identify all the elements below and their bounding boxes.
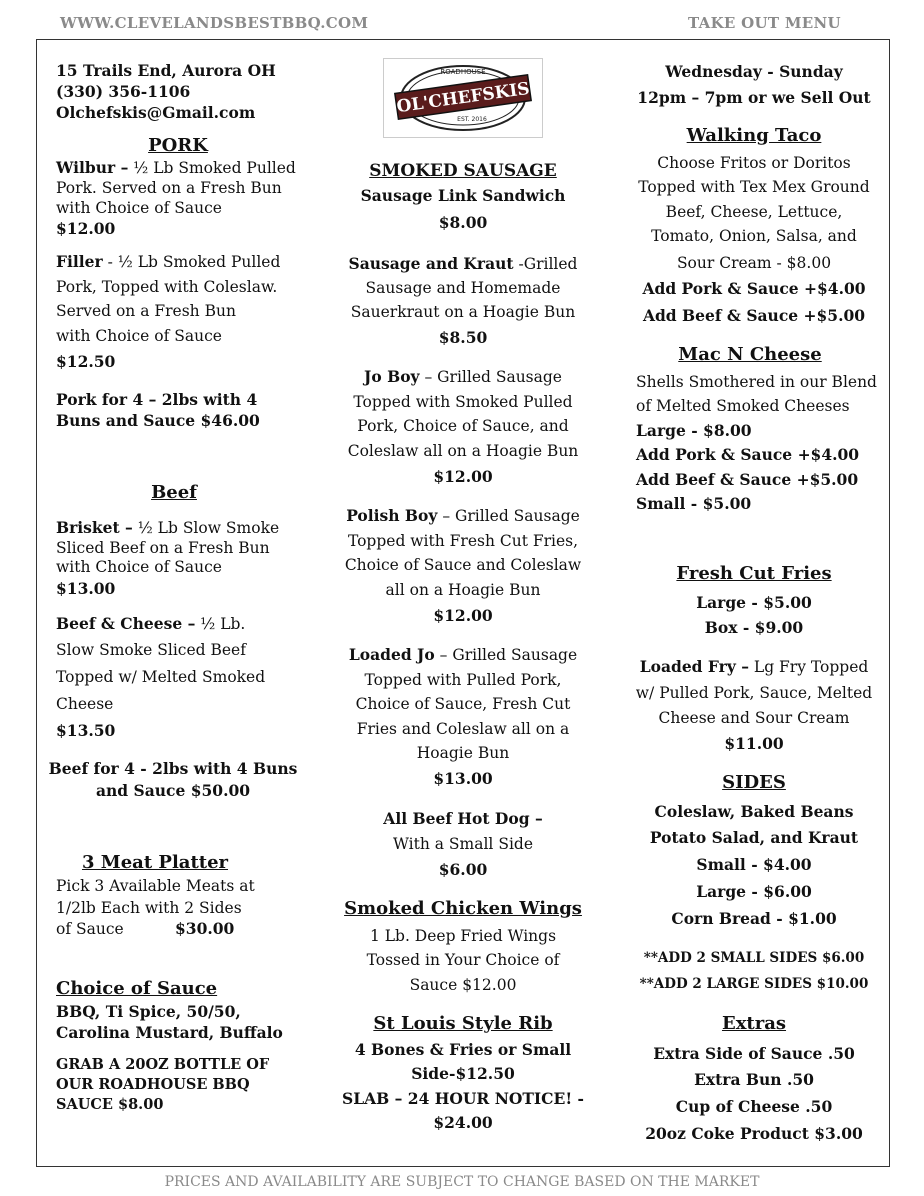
beef-cheese-line-1 — [56, 614, 245, 634]
sides-heading: SIDES — [722, 772, 786, 793]
menu-type: TAKE OUT MENU — [688, 14, 841, 32]
joboy-line-1 — [364, 367, 562, 387]
joboy-desc-4: Coleslaw all on a Hoagie Bun — [347, 442, 579, 460]
loaded-jo-desc-4: Fries and Coleslaw all on a — [356, 720, 570, 738]
taco-desc-1: Choose Fritos or Doritos — [657, 154, 851, 172]
wilbur-desc-3: with Choice of Sauce — [56, 199, 222, 217]
hotdog-price: $6.00 — [438, 860, 488, 879]
brand-logo — [383, 58, 543, 138]
mac-large: Large - $8.00 — [636, 421, 752, 440]
loaded-jo-line-1 — [349, 645, 577, 665]
sausage-heading: SMOKED SAUSAGE — [369, 161, 557, 181]
joboy-desc-3: Pork, Choice of Sauce, and — [357, 417, 569, 435]
fries-heading: Fresh Cut Fries — [676, 563, 832, 584]
brisket-price: $13.00 — [56, 579, 116, 598]
address: 15 Trails End, Aurora OH — [56, 61, 276, 80]
platter-desc-1: Pick 3 Available Meats at — [56, 877, 255, 895]
logo-est-text: EST. 2016 — [457, 116, 487, 123]
loaded-fry-desc-2: w/ Pulled Pork, Sauce, Melted — [635, 684, 873, 702]
logo-top-text: ROADHOUSE — [440, 68, 486, 76]
wings-desc-3: Sauce $12.00 — [409, 976, 517, 994]
taco-desc-5: Sour Cream - $8.00 — [676, 254, 832, 272]
extras-bun: Extra Bun .50 — [694, 1070, 814, 1089]
brisket-desc-1: ½ Lb Slow Smoke — [132, 519, 280, 537]
rib-heading: St Louis Style Rib — [373, 1013, 553, 1034]
beef-cheese-desc-3: Topped w/ Melted Smoked — [56, 668, 266, 686]
wings-desc-2: Tossed in Your Choice of — [366, 951, 560, 969]
filler-desc-1: - ½ Lb Smoked Pulled — [102, 253, 281, 271]
loaded-jo-desc-2: Topped with Pulled Pork, — [364, 671, 562, 689]
filler-desc-2: Pork, Topped with Coleslaw. — [56, 278, 278, 296]
hotdog-desc: With a Small Side — [393, 835, 533, 853]
sides-large: Large - $6.00 — [696, 882, 812, 901]
filler-name: Filler — [56, 252, 103, 271]
bottle-line-2: OUR ROADHOUSE BBQ — [56, 1076, 250, 1093]
taco-desc-3: Beef, Cheese, Lettuce, — [665, 203, 843, 221]
loaded-jo-desc-3: Choice of Sauce, Fresh Cut — [355, 695, 571, 713]
loaded-fry-price: $11.00 — [724, 734, 784, 753]
fries-box: Box - $9.00 — [704, 618, 804, 637]
kraut-name: Sausage and Kraut — [348, 254, 514, 273]
platter-heading: 3 Meat Platter — [81, 852, 229, 873]
beef-cheese-price: $13.50 — [56, 721, 116, 740]
add-small-sides: **ADD 2 SMALL SIDES $6.00 — [643, 950, 865, 966]
platter-desc-2: 1/2lb Each with 2 Sides — [56, 899, 242, 917]
mac-desc-2: of Melted Smoked Cheeses — [636, 397, 850, 415]
brisket-name: Brisket – — [56, 518, 133, 537]
beef-cheese-desc-1: ½ Lb. — [195, 615, 246, 633]
sides-list-1: Coleslaw, Baked Beans — [654, 802, 854, 821]
sauce-list-2: Carolina Mustard, Buffalo — [56, 1023, 283, 1042]
logo-brand-text: OL'CHEFSKIS — [395, 78, 531, 118]
platter-desc-3: of Sauce — [56, 920, 124, 938]
polish-name: Polish Boy — [346, 506, 438, 525]
kraut-desc-1: -Grilled — [513, 255, 578, 273]
sausage-link-price: $8.00 — [438, 213, 488, 232]
mac-add-pork: Add Pork & Sauce +$4.00 — [636, 445, 860, 464]
wilbur-desc-2: Pork. Served on a Fresh Bun — [56, 179, 282, 197]
pork-for-4-line-2: Buns and Sauce $46.00 — [56, 411, 260, 430]
joboy-desc-2: Topped with Smoked Pulled — [353, 393, 573, 411]
rib-slab: SLAB – 24 HOUR NOTICE! - — [342, 1089, 584, 1108]
rib-slab-price: $24.00 — [433, 1113, 493, 1132]
loaded-jo-desc-5: Hoagie Bun — [416, 744, 510, 762]
mac-small: Small - $5.00 — [636, 494, 752, 513]
footer-disclaimer: PRICES AND AVAILABILITY ARE SUBJECT TO CHANGE BASED ON THE MARKET — [164, 1174, 760, 1190]
kraut-desc-2: Sausage and Homemade — [365, 279, 561, 297]
mac-add-beef: Add Beef & Sauce +$5.00 — [636, 470, 859, 489]
fries-large: Large - $5.00 — [696, 593, 812, 612]
sides-list-2: Potato Salad, and Kraut — [649, 828, 859, 847]
loaded-fry-desc-3: Cheese and Sour Cream — [658, 709, 850, 727]
email: Olchefskis@Gmail.com — [56, 103, 256, 122]
beef-cheese-desc-4: Cheese — [56, 695, 114, 713]
website-url: WWW.CLEVELANDSBESTBBQ.COM — [60, 14, 369, 32]
phone: (330) 356-1106 — [56, 82, 191, 101]
taco-add-beef: Add Beef & Sauce +$5.00 — [642, 306, 866, 325]
filler-desc-4: with Choice of Sauce — [56, 327, 222, 345]
bottle-line-1: GRAB A 20OZ BOTTLE OF — [56, 1056, 270, 1073]
mac-desc-1: Shells Smothered in our Blend — [636, 373, 877, 391]
mac-heading: Mac N Cheese — [678, 344, 822, 365]
extras-cheese: Cup of Cheese .50 — [675, 1097, 833, 1116]
brisket-line-1 — [56, 518, 279, 538]
rib-desc-2: Side-$12.50 — [411, 1064, 515, 1083]
taco-desc-4: Tomato, Onion, Salsa, and — [651, 227, 857, 245]
loaded-jo-desc-1: – Grilled Sausage — [434, 646, 578, 664]
beef-for-4-line-2: and Sauce $50.00 — [95, 781, 251, 800]
corn-bread: Corn Bread - $1.00 — [671, 909, 837, 928]
filler-desc-3: Served on a Fresh Bun — [56, 302, 236, 320]
wilbur-price: $12.00 — [56, 219, 116, 238]
polish-desc-2: Topped with Fresh Cut Fries, — [347, 532, 579, 550]
pork-for-4-line-1: Pork for 4 – 2lbs with 4 — [56, 390, 258, 409]
loaded-jo-name: Loaded Jo — [348, 645, 435, 664]
kraut-line-1 — [349, 254, 578, 274]
polish-desc-1: – Grilled Sausage — [437, 507, 580, 525]
hours-time: 12pm – 7pm or we Sell Out — [637, 88, 871, 107]
filler-line-1 — [56, 252, 280, 272]
taco-add-pork: Add Pork & Sauce +$4.00 — [642, 279, 866, 298]
taco-desc-2: Topped with Tex Mex Ground — [638, 178, 870, 196]
beef-for-4-line-1: Beef for 4 - 2lbs with 4 Buns — [48, 759, 298, 778]
wilbur-name: Wilbur – — [56, 158, 129, 177]
joboy-name: Jo Boy — [364, 367, 420, 386]
wilbur-desc-1: ½ Lb Smoked Pulled — [128, 159, 296, 177]
bottle-line-3: SAUCE $8.00 — [56, 1096, 164, 1113]
polish-desc-4: all on a Hoagie Bun — [385, 581, 541, 599]
loaded-jo-price: $13.00 — [433, 769, 493, 788]
wings-desc-1: 1 Lb. Deep Fried Wings — [369, 927, 557, 945]
sides-small: Small - $4.00 — [696, 855, 812, 874]
beef-cheese-desc-2: Slow Smoke Sliced Beef — [56, 641, 246, 659]
hotdog-name: All Beef Hot Dog – — [383, 809, 543, 828]
loaded-fry-line-1 — [640, 657, 869, 677]
polish-desc-3: Choice of Sauce and Coleslaw — [344, 556, 582, 574]
taco-heading: Walking Taco — [686, 125, 822, 146]
sauce-list-1: BBQ, Ti Spice, 50/50, — [56, 1002, 241, 1021]
joboy-desc-1: – Grilled Sausage — [419, 368, 562, 386]
filler-price: $12.50 — [56, 352, 116, 371]
polish-line-1 — [346, 506, 580, 526]
beef-heading: Beef — [151, 482, 197, 503]
extras-heading: Extras — [721, 1013, 787, 1034]
kraut-price: $8.50 — [438, 328, 488, 347]
platter-price: $30.00 — [175, 919, 235, 938]
kraut-desc-3: Sauerkraut on a Hoagie Bun — [350, 303, 576, 321]
hours-days: Wednesday - Sunday — [665, 62, 843, 81]
pork-heading: PORK — [148, 135, 208, 156]
brisket-desc-2: Sliced Beef on a Fresh Bun — [56, 539, 270, 557]
sausage-link-name: Sausage Link Sandwich — [360, 186, 566, 205]
loaded-fry-desc-1: Lg Fry Topped — [748, 658, 869, 676]
beef-cheese-name: Beef & Cheese – — [56, 614, 196, 633]
rib-desc-1: 4 Bones & Fries or Small — [354, 1040, 572, 1059]
extras-coke: 20oz Coke Product $3.00 — [645, 1124, 863, 1143]
wilbur-line-1 — [56, 158, 296, 178]
polish-price: $12.00 — [433, 606, 493, 625]
add-large-sides: **ADD 2 LARGE SIDES $10.00 — [639, 976, 869, 992]
wings-heading: Smoked Chicken Wings — [344, 898, 582, 919]
sauce-heading: Choice of Sauce — [56, 978, 218, 999]
brisket-desc-3: with Choice of Sauce — [56, 558, 222, 576]
joboy-price: $12.00 — [433, 467, 493, 486]
extras-sauce: Extra Side of Sauce .50 — [653, 1044, 855, 1063]
loaded-fry-name: Loaded Fry – — [639, 657, 749, 676]
